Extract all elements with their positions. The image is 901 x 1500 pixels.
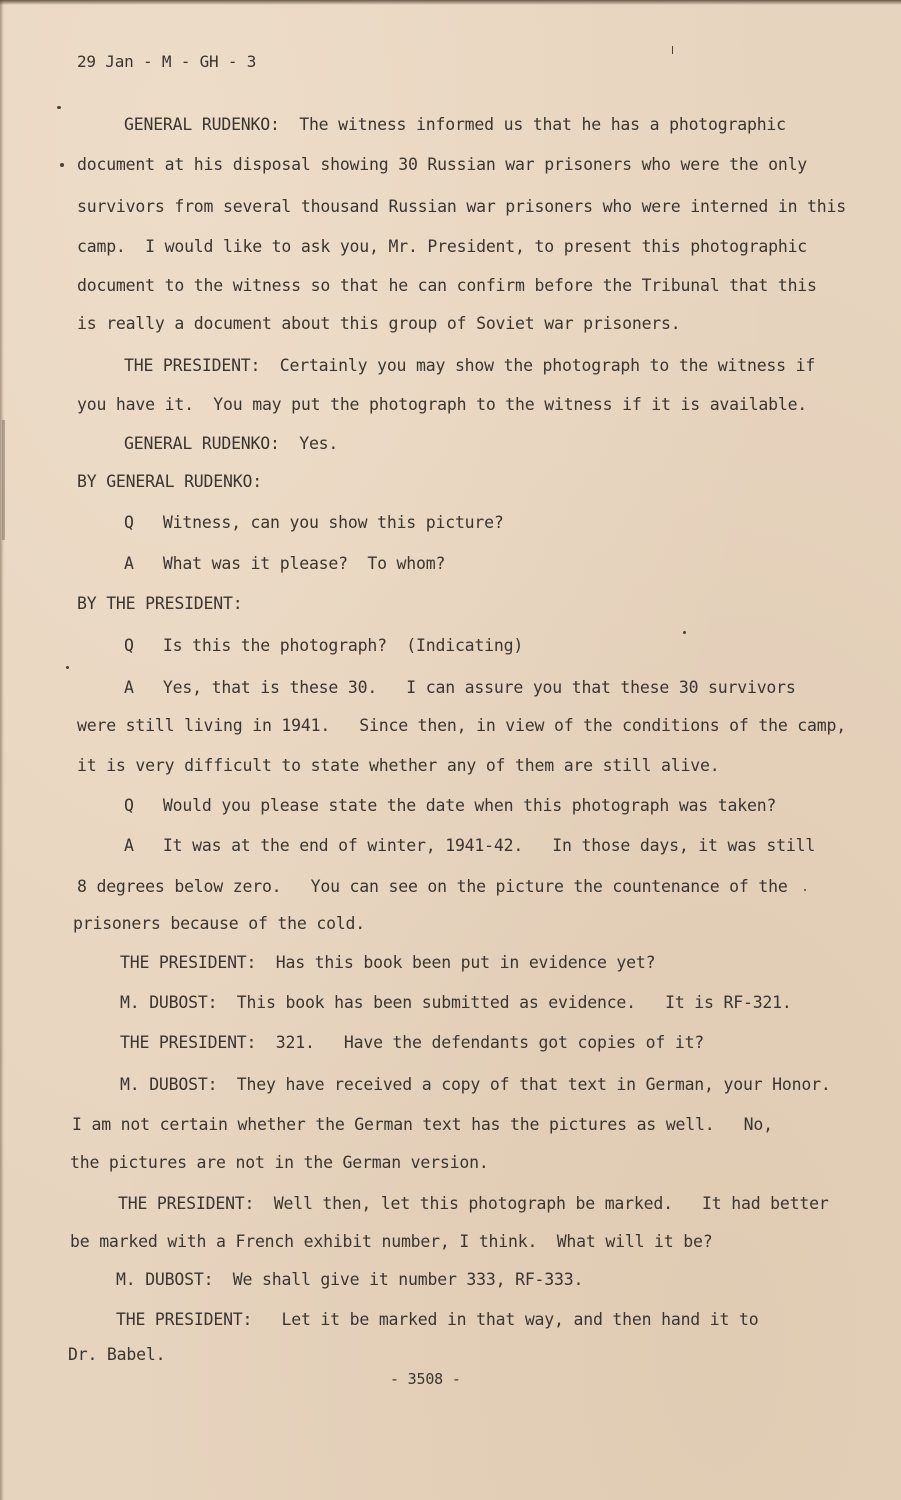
text-line: M. DUBOST: We shall give it number 333, RF-333. bbox=[116, 1270, 584, 1289]
text-line: M. DUBOST: They have received a copy of that text in German, your Honor. bbox=[120, 1075, 831, 1094]
text-line: were still living in 1941. Since then, in view of the conditions of the camp, bbox=[77, 716, 846, 735]
text-line: THE PRESIDENT: Certainly you may show the photograph to the witness if bbox=[124, 356, 816, 375]
ink-speck bbox=[2, 420, 5, 540]
text-line: Dr. Babel. bbox=[68, 1345, 166, 1364]
ink-speck bbox=[57, 106, 61, 109]
text-line: the pictures are not in the German version. bbox=[70, 1153, 489, 1172]
page-number: - 3508 - bbox=[390, 1370, 461, 1388]
text-line: you have it. You may put the photograph to the witness if it is available. bbox=[77, 395, 808, 414]
text-line: M. DUBOST: This book has been submitted as evidence. It is RF-321. bbox=[120, 993, 792, 1012]
text-line: document at his disposal showing 30 Russian war prisoners who were the only bbox=[77, 155, 808, 174]
text-line: THE PRESIDENT: Has this book been put in evidence yet? bbox=[120, 953, 656, 972]
text-line: prisoners because of the cold. bbox=[73, 914, 366, 933]
text-line: it is very difficult to state whether any of them are still alive. bbox=[77, 756, 720, 775]
text-line: A It was at the end of winter, 1941-42. In those days, it was still bbox=[124, 836, 816, 855]
text-line: Q Would you please state the date when this photograph was taken? bbox=[124, 796, 777, 815]
ink-speck bbox=[804, 889, 806, 891]
text-line: BY GENERAL RUDENKO: bbox=[77, 472, 262, 491]
text-line: 8 degrees below zero. You can see on the picture the countenance of the bbox=[77, 877, 788, 896]
text-line: survivors from several thousand Russian war prisoners who were interned in this bbox=[77, 197, 846, 216]
page-top-edge bbox=[0, 0, 901, 5]
text-line: BY THE PRESIDENT: bbox=[77, 594, 243, 613]
text-line: Q Witness, can you show this picture? bbox=[124, 513, 504, 532]
text-line: GENERAL RUDENKO: The witness informed us that he has a photographic bbox=[124, 115, 786, 134]
text-line: Q Is this the photograph? (Indicating) bbox=[124, 636, 524, 655]
ink-speck bbox=[60, 163, 64, 167]
ink-speck bbox=[66, 666, 69, 669]
header-reference: 29 Jan - M - GH - 3 bbox=[77, 52, 257, 71]
text-line: THE PRESIDENT: 321. Have the defendants got copies of it? bbox=[120, 1033, 705, 1052]
text-line: camp. I would like to ask you, Mr. President, to present this photographic bbox=[77, 237, 808, 256]
text-line: THE PRESIDENT: Let it be marked in that way, and then hand it to bbox=[116, 1310, 759, 1329]
ink-speck bbox=[672, 46, 673, 54]
text-line: be marked with a French exhibit number, I think. What will it be? bbox=[70, 1232, 713, 1251]
text-line: A What was it please? To whom? bbox=[124, 554, 446, 573]
page-left-edge bbox=[0, 0, 4, 1500]
text-line: GENERAL RUDENKO: Yes. bbox=[124, 434, 339, 453]
text-line: A Yes, that is these 30. I can assure you that these 30 survivors bbox=[124, 678, 796, 697]
text-line: is really a document about this group of Soviet war prisoners. bbox=[77, 314, 681, 333]
text-line: THE PRESIDENT: Well then, let this photograph be marked. It had better bbox=[118, 1194, 829, 1213]
ink-speck bbox=[683, 631, 686, 634]
text-line: document to the witness so that he can confirm before the Tribunal that this bbox=[77, 276, 817, 295]
text-line: I am not certain whether the German text has the pictures as well. No, bbox=[72, 1115, 773, 1134]
